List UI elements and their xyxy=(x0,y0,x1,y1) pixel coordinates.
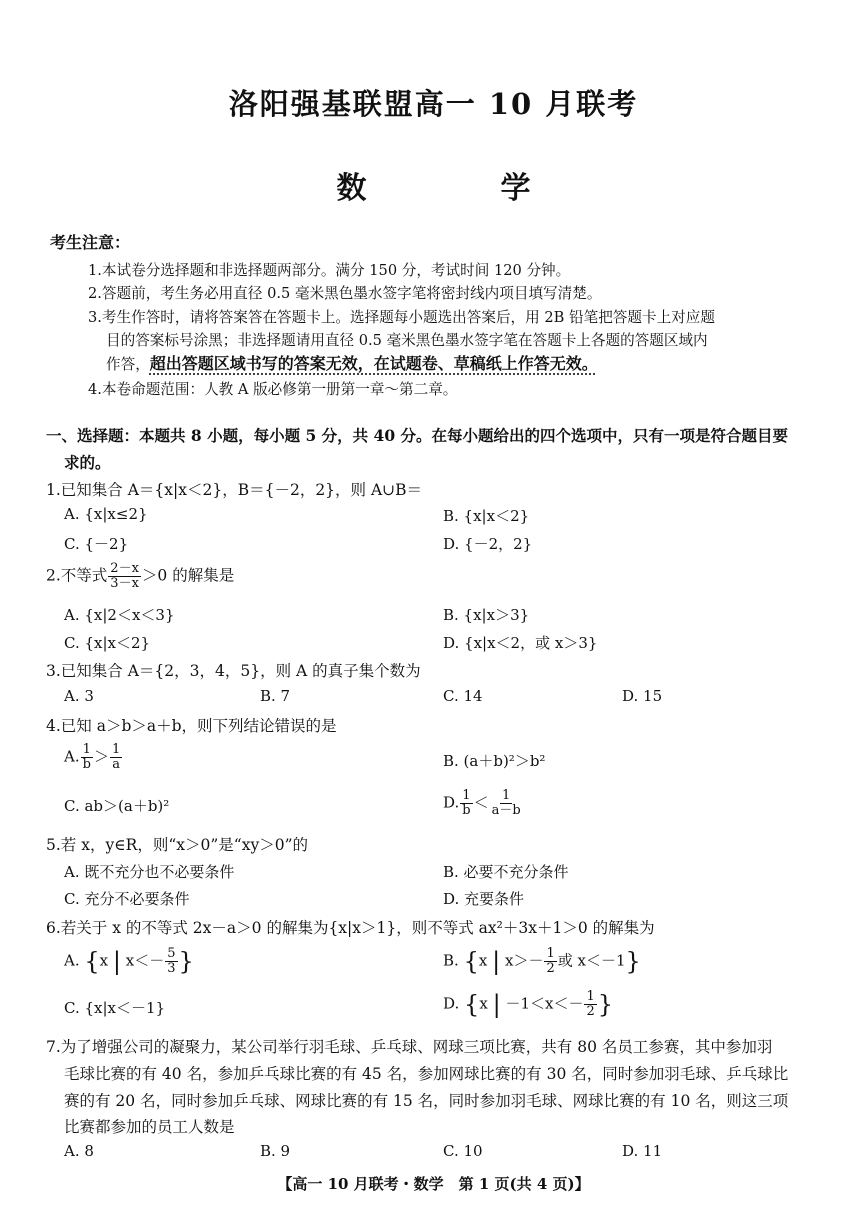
q1-option-b: B. {x|x＜2} xyxy=(443,507,530,525)
q4-a-num-2: 1 xyxy=(111,742,121,757)
section-heading-cont: 求的。 xyxy=(64,453,111,472)
q6-option-d xyxy=(443,990,613,1019)
q4-d-fraction-2 xyxy=(490,789,523,818)
q6-option-b xyxy=(443,947,641,976)
q6-d-num: 1 xyxy=(586,989,595,1004)
question-7-line-3: 赛的有 20 名，同时参加乒乓球、网球比赛的有 15 名，同时参加羽毛球、网球比赛的有 10 名，则这三项 xyxy=(64,1092,789,1110)
q5-option-d: D. 充要条件 xyxy=(443,890,525,908)
q6-a-left-brace: { xyxy=(84,947,100,976)
q2-option-c: C. {x|x＜2} xyxy=(64,634,151,652)
q4-a-num-1: 1 xyxy=(82,742,91,757)
q3-option-a: A. 3 xyxy=(64,687,94,705)
q6-d-condition: －1＜x＜－ xyxy=(505,994,584,1013)
q2-denominator: 3－x xyxy=(110,576,139,591)
q6-d-left-brace: { xyxy=(464,990,480,1019)
notice-item-3-line-2: 目的答案标号涂黑；非选择题请用直径 0.5 毫米黑色墨水签字笔在答题卡上各题的答题区域内 xyxy=(106,332,708,349)
question-4-stem: 4.已知 a＞b＞a＋b，则下列结论错误的是 xyxy=(46,717,337,735)
notice-item-4: 4.本卷命题范围：人教 A 版必修第一册第一章～第二章。 xyxy=(88,381,458,398)
notice-item-3-line-3 xyxy=(106,351,598,374)
q6-d-fraction xyxy=(584,990,596,1019)
q6-b-tail: 或 x＜－1 xyxy=(557,951,626,970)
q4-d-relation: ＜ xyxy=(473,793,489,812)
q7-option-b: B. 9 xyxy=(260,1142,291,1160)
q6-a-den: 3 xyxy=(167,961,176,976)
notice-item-2: 2.答题前，考生务必用直径 0.5 毫米黑色墨水签字笔将密封线内项目填写清楚。 xyxy=(88,285,602,302)
q4-a-den-2: a xyxy=(112,757,120,772)
q6-a-right-brace: } xyxy=(178,947,194,976)
q4-d-den-1: b xyxy=(462,803,471,818)
q4-d-num-1: 1 xyxy=(462,788,471,803)
q2-option-b: B. {x|x＞3} xyxy=(443,606,530,624)
question-7-line-4: 比赛都参加的员工人数是 xyxy=(64,1118,235,1136)
q6-b-right-brace: } xyxy=(625,947,641,976)
subject-title: 数 学 xyxy=(336,171,583,206)
q4-option-b: B. (a＋b)²＞b² xyxy=(443,752,546,770)
question-7-line-1: 7.为了增强公司的凝聚力，某公司举行羽毛球、乒乓球、网球三项比赛，共有 80 名员工参赛，其中参加羽 xyxy=(46,1038,773,1056)
q6-b-bar: | xyxy=(492,947,501,976)
q6-b-left-brace: { xyxy=(463,947,479,976)
notice-item-1: 1.本试卷分选择题和非选择题两部分。满分 150 分，考试时间 120 分钟。 xyxy=(88,262,571,279)
q6-a-var: x xyxy=(99,951,109,970)
q2-stem-prefix: 2.不等式 xyxy=(46,566,108,585)
q2-fraction xyxy=(108,562,141,591)
q4-a-label: A. xyxy=(64,747,80,766)
q3-option-d: D. 15 xyxy=(622,687,663,705)
q4-option-a xyxy=(64,743,123,772)
q6-a-condition: x＜－ xyxy=(125,951,165,970)
question-7-line-2: 毛球比赛的有 40 名，参加乒乓球比赛的有 45 名，参加网球比赛的有 30 名，同时参加羽毛球、乒乓球比 xyxy=(64,1065,789,1083)
question-6-stem: 6.若关于 x 的不等式 2x－a＞0 的解集为{x|x＞1}，则不等式 ax²＋3x＋1＞0 的解集为 xyxy=(46,919,655,937)
q4-d-den-2: a－b xyxy=(491,803,521,818)
q6-option-a xyxy=(64,947,194,976)
q5-option-c: C. 充分不必要条件 xyxy=(64,890,190,908)
q6-d-label: D. xyxy=(443,994,460,1013)
q1-option-c: C. {－2} xyxy=(64,535,129,553)
notice-heading: 考生注意： xyxy=(50,233,131,252)
notice-emphasis: 超出答题区域书写的答案无效，在试题卷、草稿纸上作答无效。 xyxy=(149,354,598,373)
question-5-stem: 5.若 x，y∈R，则“x＞0”是“xy＞0”的 xyxy=(46,836,309,854)
q6-option-c: C. {x|x＜－1} xyxy=(64,999,166,1017)
q3-option-c: C. 14 xyxy=(443,687,483,705)
q4-option-d xyxy=(443,789,524,818)
q7-option-d: D. 11 xyxy=(622,1142,663,1160)
q1-option-d: D. {－2，2} xyxy=(443,535,533,553)
q6-d-den: 2 xyxy=(586,1004,595,1019)
q6-b-den: 2 xyxy=(546,961,555,976)
q5-option-b: B. 必要不充分条件 xyxy=(443,863,569,881)
q4-option-c: C. ab＞(a＋b)² xyxy=(64,797,170,815)
q6-d-bar: | xyxy=(492,990,501,1019)
q2-option-a: A. {x|2＜x＜3} xyxy=(64,606,175,624)
question-2-stem xyxy=(46,562,234,591)
q4-a-fraction-2 xyxy=(110,743,122,772)
section-heading: 一、选择题：本题共 8 小题，每小题 5 分，共 40 分。在每小题给出的四个选项中，只有一项是符合题目要 xyxy=(46,426,789,445)
q4-d-num-2: 1 xyxy=(502,788,511,803)
question-3-stem: 3.已知集合 A＝{2，3，4，5}，则 A 的真子集个数为 xyxy=(46,662,421,680)
q2-option-d: D. {x|x＜2，或 x＞3} xyxy=(443,634,598,652)
q4-a-relation: ＞ xyxy=(93,747,109,766)
q6-b-num: 1 xyxy=(546,946,555,961)
q4-d-fraction-1 xyxy=(460,789,472,818)
q6-b-fraction xyxy=(544,947,556,976)
q3-option-b: B. 7 xyxy=(260,687,291,705)
q6-b-condition: x＞－ xyxy=(504,951,544,970)
q7-option-c: C. 10 xyxy=(443,1142,483,1160)
notice-item-3-prefix: 作答， xyxy=(106,356,150,373)
q6-d-var: x xyxy=(479,994,488,1013)
q1-option-a: A. {x|x≤2} xyxy=(64,505,148,523)
q6-a-bar: | xyxy=(112,947,122,976)
notice-item-3-line-1: 3.考生作答时，请将答案答在答题卡上。选择题每小题选出答案后，用 2B 铅笔把答题卡上对应题 xyxy=(88,309,715,326)
q6-b-label: B. xyxy=(443,951,459,970)
q4-a-fraction-1 xyxy=(81,743,93,772)
q6-a-fraction xyxy=(165,947,177,976)
q2-numerator: 2－x xyxy=(110,561,139,576)
q6-a-num: 5 xyxy=(167,946,176,961)
q5-option-a: A. 既不充分也不必要条件 xyxy=(64,863,235,881)
q7-option-a: A. 8 xyxy=(64,1142,94,1160)
q2-stem-suffix: ＞0 的解集是 xyxy=(141,566,235,585)
q6-d-right-brace: } xyxy=(597,990,614,1019)
q6-b-var: x xyxy=(478,951,488,970)
q4-d-label: D. xyxy=(443,793,460,812)
q4-a-den-1: b xyxy=(82,757,91,772)
q6-a-label: A. xyxy=(64,951,80,970)
page-footer: 【高一 10 月联考・数学 第 1 页(共 4 页)】 xyxy=(277,1175,590,1193)
question-1-stem: 1.已知集合 A＝{x|x＜2}，B＝{－2，2}，则 A∪B＝ xyxy=(46,481,423,499)
exam-title: 洛阳强基联盟高一 10 月联考 xyxy=(228,87,639,121)
